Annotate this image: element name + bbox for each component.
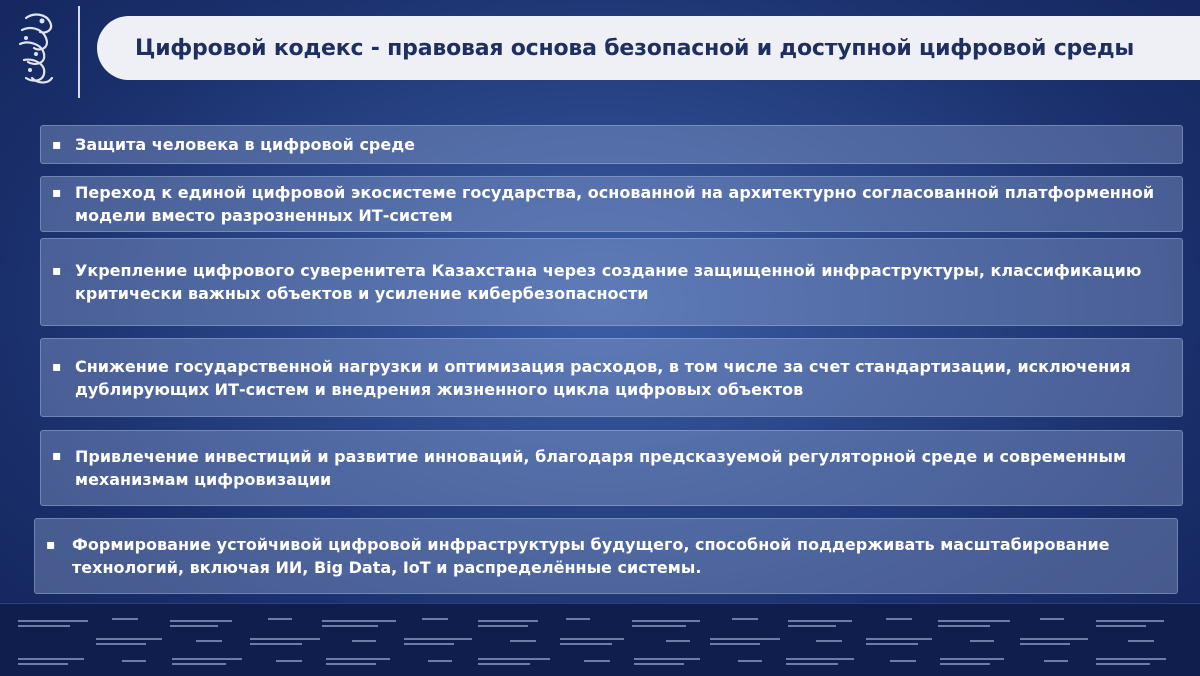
list-item	[40, 238, 1183, 326]
list-item-text: Снижение государственной нагрузки и оптимизация расходов, в том числе за счет стандартизации, исключения дублирующих ИТ-систем и внедрения жизненного цикла цифровых объектов	[75, 356, 1131, 399]
list-item-text: Укрепление цифрового суверенитета Казахстана через создание защищенной инфраструктуры, классификацию критически важных объектов и усиление кибербезопасности	[75, 261, 1142, 303]
list-item-text: Привлечение инвестиций и развитие инноваций, благодаря предсказуемой регуляторной среде и современным механизмам цифровизации	[75, 447, 1127, 489]
footer-pattern	[0, 604, 1200, 676]
footer-watermark-strip	[0, 603, 1200, 676]
bullet-icon: ▪	[52, 136, 62, 153]
bullet-icon: ▪	[46, 537, 56, 553]
list-item	[34, 518, 1178, 594]
list-item	[40, 430, 1183, 506]
list-item	[40, 338, 1183, 417]
list-item-text: Защита человека в цифровой среде	[75, 135, 415, 154]
list-item-text: Переход к единой цифровой экосистеме государства, основанной на архитектурно согласованной платформенной модели вместо разрозненных ИТ-систем	[75, 183, 1155, 225]
list-item	[40, 125, 1183, 164]
list-item	[40, 176, 1183, 232]
snow-leopard-emblem-icon	[12, 8, 62, 90]
bullet-icon: ▪	[52, 359, 62, 375]
page-title: Цифровой кодекс - правовая основа безопасной и доступной цифровой среды	[135, 35, 1135, 61]
title-bar	[97, 16, 1200, 80]
bullet-icon: ▪	[52, 263, 62, 279]
bullet-icon: ▪	[52, 185, 62, 201]
list-item-text: Формирование устойчивой цифровой инфраструктуры будущего, способной поддерживать масштабирование технологий, включая ИИ, Big Data, IoT и распределённые системы.	[72, 535, 1110, 577]
bullet-icon: ▪	[52, 448, 62, 464]
header-divider	[78, 6, 80, 98]
